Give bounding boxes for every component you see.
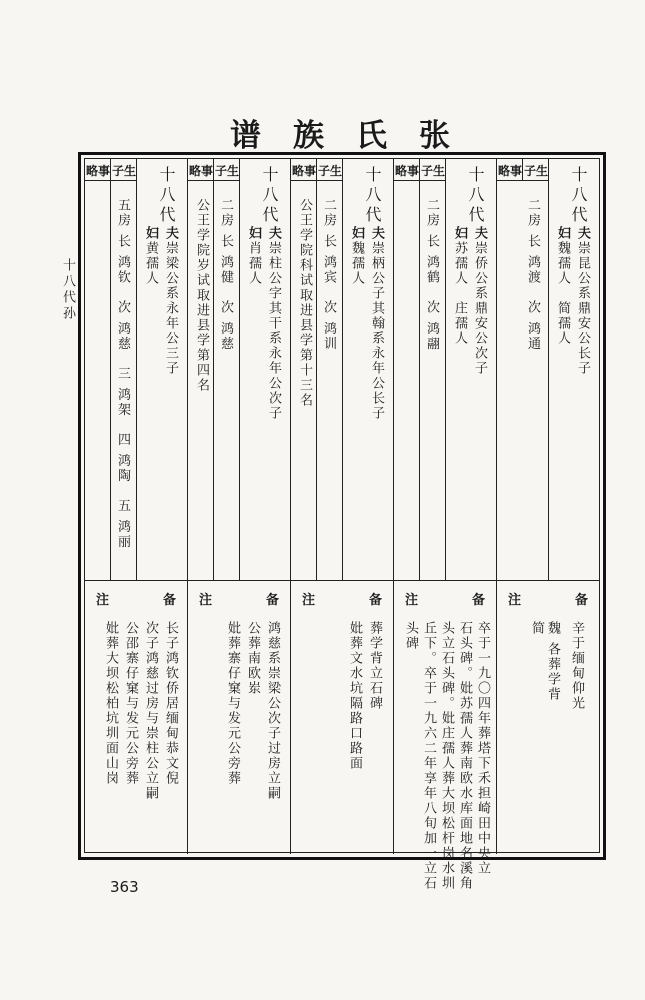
note-header — [508, 589, 588, 608]
note-line: 丘下。卒于一九六二年享年八旬加一立石 — [421, 621, 436, 891]
note-label: 注 — [302, 593, 316, 608]
note-label: 注 — [405, 593, 419, 608]
wife-text: 魏孺人 — [349, 241, 364, 286]
note-line: 妣葬大坝松柏坑圳面山岗 — [103, 621, 118, 786]
wife-block — [554, 226, 570, 346]
wife-block — [245, 226, 261, 286]
note-label: 备 — [471, 593, 485, 608]
sub-divider — [316, 158, 317, 580]
sons-text: 二房 长 鸿鹤 次 鸿翮 — [424, 198, 439, 352]
sons-text: 二房 长 鸿宾 次 鸿训 — [321, 198, 336, 352]
husband-label: 夫 — [472, 226, 487, 241]
husband-label: 夫 — [163, 226, 178, 241]
genealogy-table — [84, 158, 600, 580]
wife-text: 黄孺人 — [143, 241, 158, 286]
husband-text: 崇侨公系鼎安公次子 — [472, 241, 487, 376]
generation-label: 十八代 — [363, 166, 382, 226]
sub-divider — [419, 158, 420, 580]
deeds-text: 公王学院科试取进县学第十三名 — [297, 198, 312, 408]
husband-label: 夫 — [369, 226, 384, 241]
sub-divider — [445, 158, 446, 580]
sons-header: 子生 — [524, 164, 549, 178]
wife-text: 肖孺人 — [246, 241, 261, 286]
wife-text: 魏孺人 简孺人 — [555, 241, 570, 346]
sons-header: 子生 — [318, 164, 343, 178]
note-line: 公葬南欧岽 — [245, 621, 260, 696]
column-divider — [290, 581, 291, 854]
husband-block — [368, 226, 384, 421]
generation-label: 十八代 — [569, 166, 588, 226]
page-number: 363 — [110, 878, 139, 896]
generation-label: 十八代 — [157, 166, 176, 226]
note-label: 备 — [162, 593, 176, 608]
column-divider — [393, 581, 394, 854]
sub-divider — [342, 158, 343, 580]
wife-block — [142, 226, 158, 286]
wife-text: 苏孺人 庄孺人 — [452, 241, 467, 346]
wife-block — [348, 226, 364, 286]
sons-text: 二房 长 鸿健 次 鸿慈 — [218, 198, 233, 352]
sub-divider — [136, 158, 137, 580]
sub-divider — [213, 158, 214, 580]
header-rule — [496, 180, 548, 181]
sons-text: 二房 长 鸿渡 次 鸿通 — [525, 198, 540, 352]
generation-label: 十八代 — [466, 166, 485, 226]
column-divider — [290, 158, 291, 580]
generation-label: 十八代 — [260, 166, 279, 226]
sub-divider — [110, 158, 111, 580]
note-label: 注 — [508, 593, 522, 608]
husband-text: 崇梁公系永年公三子 — [163, 241, 178, 376]
sons-text: 五房 长 鸿钦 次 鸿慈 三 鸿架 四 鸿陶 五 鸿丽 — [115, 198, 130, 550]
wife-label: 妇 — [555, 226, 570, 241]
note-line: 魏 各葬学背 — [545, 621, 560, 703]
generation-side-label: 十八代孙 — [60, 258, 75, 322]
title-char: 族 — [293, 117, 324, 154]
title-char: 谱 — [230, 117, 261, 154]
note-label: 备 — [574, 593, 588, 608]
husband-block — [574, 226, 590, 376]
note-line: 石头碑。妣苏孺人葬南欧水库面地名溪角 — [457, 621, 472, 891]
note-header — [199, 589, 279, 608]
deeds-header: 略事 — [189, 164, 214, 178]
note-line: 公邵寨仔窠与发元公旁葬 — [123, 621, 138, 786]
note-header — [96, 589, 176, 608]
husband-block — [265, 226, 281, 421]
husband-text: 崇昆公系鼎安公长子 — [575, 241, 590, 376]
wife-label: 妇 — [349, 226, 364, 241]
note-label: 注 — [96, 593, 110, 608]
sub-divider — [548, 158, 549, 580]
sons-header: 子生 — [215, 164, 240, 178]
deeds-text: 公王学院岁试取进县学第四名 — [194, 198, 209, 393]
wife-label: 妇 — [143, 226, 158, 241]
husband-label: 夫 — [575, 226, 590, 241]
wife-label: 妇 — [452, 226, 467, 241]
note-line: 卒于一九〇四年葬塔下禾担崎田中央立 — [475, 621, 490, 876]
deeds-header: 略事 — [395, 164, 420, 178]
column-divider — [187, 158, 188, 580]
deeds-header: 略事 — [292, 164, 317, 178]
column-divider — [393, 158, 394, 580]
page-title — [230, 112, 450, 152]
note-line: 简 — [529, 621, 544, 636]
sons-header: 子生 — [112, 164, 137, 178]
wife-label: 妇 — [246, 226, 261, 241]
note-line: 妣葬文水坑隔路口路面 — [347, 621, 362, 771]
note-line: 头立石头碑。妣庄孺人葬大坝松杆岗水圳 — [439, 621, 454, 891]
note-line: 葬学背立石碑 — [367, 621, 382, 711]
wife-block — [451, 226, 467, 346]
note-label: 注 — [199, 593, 213, 608]
title-char: 张 — [419, 117, 450, 154]
note-header — [302, 589, 382, 608]
deeds-header: 略事 — [498, 164, 523, 178]
note-line: 辛于缅甸仰光 — [569, 621, 584, 711]
husband-text: 崇柄公子其翰系永年公长子 — [369, 241, 384, 421]
husband-block — [471, 226, 487, 376]
note-line: 长子鸿钦侨居缅甸恭文倪 — [163, 621, 178, 786]
note-label: 备 — [368, 593, 382, 608]
column-divider — [496, 158, 497, 580]
column-divider — [496, 581, 497, 854]
note-label: 备 — [265, 593, 279, 608]
column-divider — [187, 581, 188, 854]
sons-header: 子生 — [421, 164, 446, 178]
note-line: 鸿慈系崇梁公次子过房立嗣 — [265, 621, 280, 801]
husband-label: 夫 — [266, 226, 281, 241]
sub-divider — [239, 158, 240, 580]
husband-text: 崇柱公字其干系永年公次子 — [266, 241, 281, 421]
note-header — [405, 589, 485, 608]
husband-block — [162, 226, 178, 376]
note-line: 头碑 — [403, 621, 418, 651]
note-line: 次子鸿慈过房与崇柱公立嗣 — [143, 621, 158, 801]
title-char: 氏 — [356, 117, 387, 154]
note-line: 妣葬寨仔窠与发元公旁葬 — [225, 621, 240, 786]
deeds-header: 略事 — [86, 164, 111, 178]
header-divider — [522, 158, 523, 180]
